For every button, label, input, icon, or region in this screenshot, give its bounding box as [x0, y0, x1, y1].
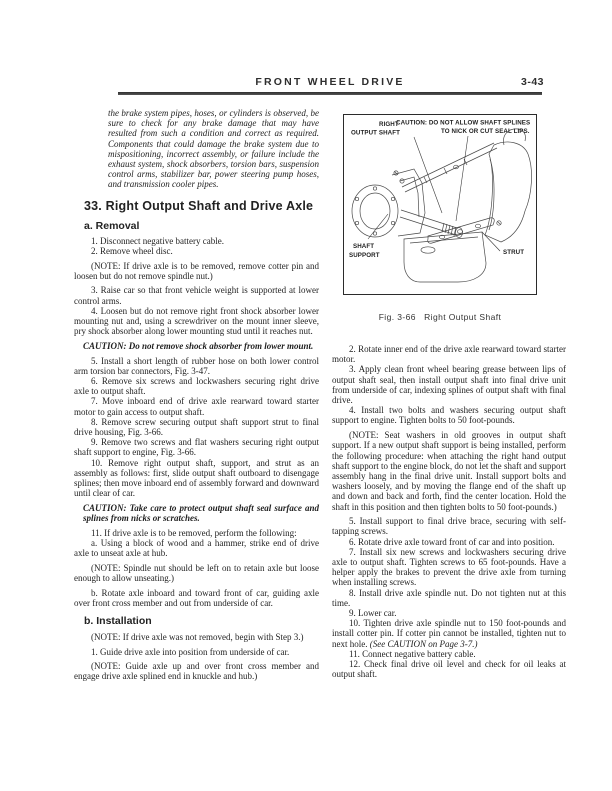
paragraph: 7. Move inboard end of drive axle rearward toward starter motor to gain access to output shaft.: [74, 396, 319, 417]
page-number: 3-43: [520, 76, 544, 88]
left-column: [74, 108, 319, 686]
paragraph: 1. Disconnect negative battery cable.: [91, 235, 224, 246]
page-title: FRONT WHEEL DRIVE: [255, 76, 405, 88]
paragraph: CAUTION: Take care to protect output shaft seal surface and splines from nicks or scratches.: [83, 503, 319, 524]
drawing-lines: [352, 129, 532, 282]
heading: b. Installation: [84, 615, 152, 628]
paragraph: 8. Install drive axle spindle nut. Do not tighten nut at this time.: [332, 587, 566, 608]
paragraph: 9. Remove two screws and flat washers securing right output shaft support to engine, Fig. 3-66.: [74, 437, 319, 458]
paragraph: the brake system pipes, hoses, or cylinders is observed, be sure to check for any brake damage that may have resulted from such a condition and correct as required. Components that could damage the brake system due to mispositioning, incorrect assembly, or failure include the exhaust system, shock absorbers, torsion bars, suspension control arms, stabilizer bar, power steering pump hoses, and transmission cooler pipes.: [108, 108, 319, 190]
paragraph: 4. Loosen but do not remove right front shock absorber lower mounting nut and, using a screwdriver on the mount inner sleeve, pry shock absorber along lower mounting stud until it reaches nut.: [74, 305, 319, 337]
paragraph: 1. Guide drive axle into position from underside of car.: [91, 646, 290, 657]
output-shaft-drawing: [344, 115, 535, 293]
paragraph: 9. Lower car.: [349, 608, 397, 619]
figure-3-66: [343, 114, 537, 295]
paragraph: 2. Remove wheel disc.: [91, 245, 173, 256]
label-shaft-support-line1: SHAFT: [353, 243, 375, 250]
paragraph: (NOTE: If drive axle is to be removed, remove cotter pin and loosen but do not remove spindle nut.): [74, 260, 319, 281]
heading: a. Removal: [84, 219, 140, 232]
label-right-output-shaft-line1: RIGHT: [379, 121, 399, 128]
paragraph: 6. Remove six screws and lockwashers securing right drive axle to output shaft.: [74, 376, 319, 397]
figure-caption: Fig. 3-66 Right Output Shaft: [378, 312, 502, 322]
paragraph: b. Rotate axle inboard and toward front of car, guiding axle over front cross member and out from underside of car.: [74, 587, 319, 609]
paragraph: 5. Install support to final drive brace, securing with self-tapping screws.: [332, 516, 566, 537]
label-right-output-shaft-line2: OUTPUT SHAFT: [351, 129, 400, 137]
paragraph: 5. Install a short length of rubber hose on both lower control arm torsion bar connectors, Fig. 3-47.: [74, 355, 319, 376]
paragraph: 7. Install six new screws and lockwashers securing drive axle to output shaft. Tighten screws to 65 foot-pounds. Have a helper apply the brakes to prevent the drive axle from turning when installing screws.: [332, 546, 566, 588]
paragraph: 6. Rotate drive axle toward front of car and into position.: [349, 536, 555, 547]
label-caution-line1: CAUTION: DO NOT ALLOW SHAFT SPLINES: [396, 119, 531, 127]
paragraph: 10. Tighten drive axle spindle nut to 150 foot-pounds and install cotter pin. If cotter pin cannot be installed, tighten nut to next hole. (See CAUTION on Page 3-7.): [332, 618, 566, 649]
label-caution-line2: TO NICK OR CUT SEAL LIPS.: [441, 128, 530, 135]
paragraph: CAUTION: Do not remove shock absorber from lower mount.: [83, 340, 314, 351]
label-strut: STRUT: [503, 249, 525, 256]
paragraph: 12. Check final drive oil level and check for oil leaks at output shaft.: [332, 659, 566, 680]
paragraph: a. Using a block of wood and a hammer, strike end of drive axle to unseat axle at hub.: [74, 538, 319, 559]
paragraph: (NOTE: Guide axle up and over front cross member and engage drive axle splined end in knuckle and hub.): [74, 661, 319, 682]
label-shaft-support-line2: SUPPORT: [349, 252, 380, 259]
right-column: [332, 344, 566, 680]
paragraph: 3. Raise car so that front vehicle weight is supported at lower control arms.: [74, 285, 319, 306]
header-rule: [118, 92, 542, 95]
paragraph: (NOTE: If drive axle was not removed, begin with Step 3.): [91, 631, 304, 642]
paragraph: 3. Apply clean front wheel bearing grease between lips of output shaft seal, then install output shaft into final drive unit from underside of car, indexing splines of output shaft with final drive.: [332, 364, 566, 406]
paragraph: 2. Rotate inner end of the drive axle rearward toward starter motor.: [332, 344, 566, 365]
heading: 33. Right Output Shaft and Drive Axle: [84, 198, 314, 213]
paragraph: 4. Install two bolts and washers securing output shaft support to engine. Tighten bolts to 50 foot-pounds.: [332, 405, 566, 426]
paragraph: 11. If drive axle is to be removed, perform the following:: [91, 527, 297, 538]
leader-lines: [368, 136, 500, 251]
paragraph: (NOTE: Seat washers in old grooves in output shaft support. If a new output shaft support is being installed, perform the following procedure: when attaching the right hand output shaft support to the engine block, do not let the shaft and support assembly hang in the final drive unit. Install support bolts and washers loosely, and by moving the flange end of the shaft up and down and back and forth, find the center location. Hold the shaft in this position and then tighten bolts to 50 foot-pounds.): [332, 430, 566, 512]
paragraph: (NOTE: Spindle nut should be left on to retain axle but loose enough to allow unseating.): [74, 563, 319, 584]
paragraph: 10. Remove right output shaft, support, and strut as an assembly as follows: first, slide output shaft outboard to disengage splines; then move inboard end of assembly forward and downward until clear of car.: [74, 457, 319, 499]
paragraph: 11. Connect negative battery cable.: [349, 648, 476, 659]
paragraph: 8. Remove screw securing output shaft support strut to final drive housing, Fig. 3-66.: [74, 416, 319, 438]
